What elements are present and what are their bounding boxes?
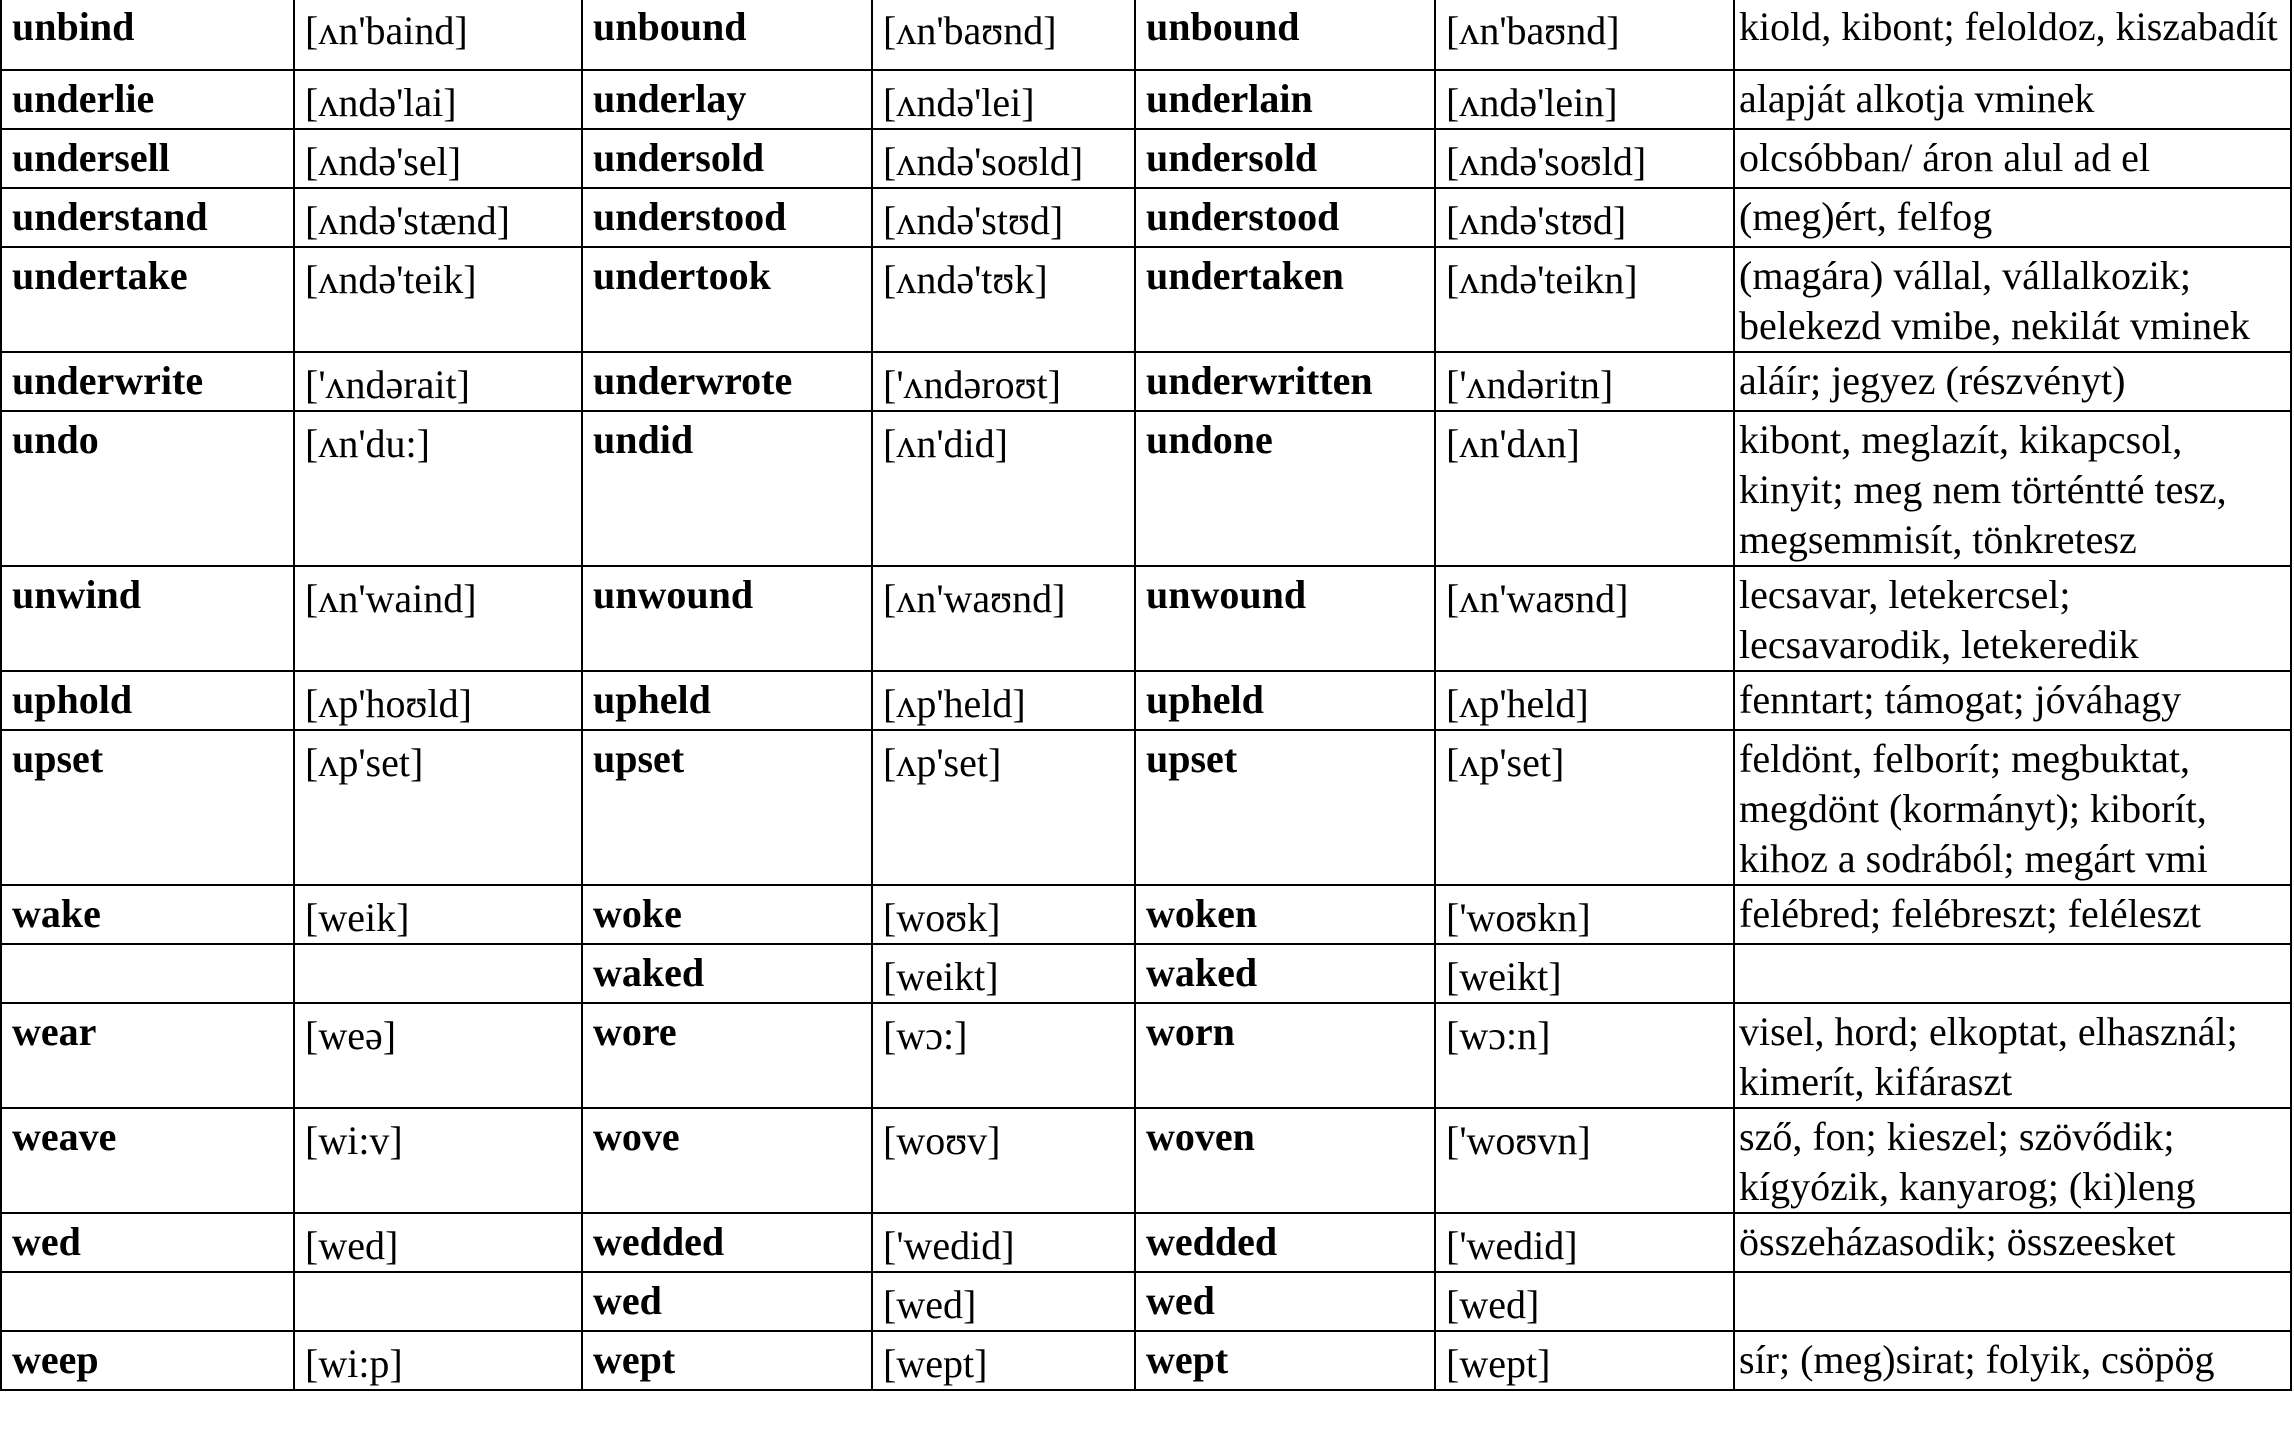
hungarian-meaning-text: (magára) vállal, vállalkozik; belekezd vmibe, nekilát vminek bbox=[1739, 253, 2250, 348]
past-participle-pronunciation-cell bbox=[1435, 1003, 1734, 1108]
hungarian-meaning-cell bbox=[1734, 730, 2291, 885]
past-simple-cell bbox=[582, 352, 872, 411]
base-form-cell bbox=[1, 1108, 294, 1213]
past-participle-text: upset bbox=[1146, 736, 1238, 781]
base-pronunciation-text: [weə] bbox=[305, 1013, 397, 1058]
past-simple-text: understood bbox=[593, 194, 787, 239]
base-pronunciation-cell bbox=[294, 411, 582, 566]
past-simple-pronunciation-text: [ʌp'held] bbox=[883, 681, 1026, 726]
past-simple-cell bbox=[582, 885, 872, 944]
past-simple-pronunciation-cell bbox=[872, 944, 1135, 1003]
past-participle-pronunciation-cell bbox=[1435, 247, 1734, 352]
past-participle-cell bbox=[1135, 566, 1435, 671]
past-participle-pronunciation-text: [ʌn'baʊnd] bbox=[1446, 8, 1620, 53]
base-form-text: understand bbox=[12, 194, 208, 239]
base-pronunciation-cell bbox=[294, 1331, 582, 1390]
past-simple-cell bbox=[582, 247, 872, 352]
base-pronunciation-cell bbox=[294, 671, 582, 730]
past-simple-text: upheld bbox=[593, 677, 711, 722]
base-form-text: uphold bbox=[12, 677, 133, 722]
base-form-text: unwind bbox=[12, 572, 141, 617]
base-form-text: wed bbox=[12, 1219, 81, 1264]
past-participle-cell bbox=[1135, 247, 1435, 352]
past-participle-cell bbox=[1135, 129, 1435, 188]
past-simple-cell bbox=[582, 1003, 872, 1108]
base-pronunciation-cell bbox=[294, 1003, 582, 1108]
base-pronunciation-cell bbox=[294, 188, 582, 247]
past-simple-text: undersold bbox=[593, 135, 765, 180]
base-form-cell bbox=[1, 944, 294, 1003]
past-participle-pronunciation-cell bbox=[1435, 1213, 1734, 1272]
past-participle-text: undone bbox=[1146, 417, 1273, 462]
hungarian-meaning-cell bbox=[1734, 411, 2291, 566]
hungarian-meaning-text: sző, fon; kieszel; szövődik; kígyózik, kanyarog; (ki)leng bbox=[1739, 1114, 2196, 1209]
hungarian-meaning-text: olcsóbban/ áron alul ad el bbox=[1739, 135, 2150, 180]
past-participle-cell bbox=[1135, 1213, 1435, 1272]
past-participle-text: unbound bbox=[1146, 4, 1300, 49]
base-form-cell bbox=[1, 247, 294, 352]
past-simple-cell bbox=[582, 129, 872, 188]
past-simple-pronunciation-text: [woʊk] bbox=[883, 895, 1001, 940]
past-participle-cell bbox=[1135, 1272, 1435, 1331]
base-pronunciation-text: [wed] bbox=[305, 1223, 399, 1268]
hungarian-meaning-text: aláír; jegyez (részvényt) bbox=[1739, 358, 2126, 403]
past-simple-pronunciation-cell bbox=[872, 671, 1135, 730]
past-simple-text: woke bbox=[593, 891, 682, 936]
past-participle-text: undertaken bbox=[1146, 253, 1344, 298]
past-participle-pronunciation-text: ['woʊvn] bbox=[1446, 1118, 1591, 1163]
hungarian-meaning-cell bbox=[1734, 70, 2291, 129]
past-simple-pronunciation-text: [woʊv] bbox=[883, 1118, 1001, 1163]
hungarian-meaning-text: összeházasodik; összeesket bbox=[1739, 1219, 2176, 1264]
past-participle-text: worn bbox=[1146, 1009, 1235, 1054]
base-form-text: underwrite bbox=[12, 358, 204, 403]
past-simple-cell bbox=[582, 1108, 872, 1213]
table-row bbox=[1, 70, 2291, 129]
past-simple-pronunciation-text: [ʌn'baʊnd] bbox=[883, 8, 1057, 53]
past-simple-text: undertook bbox=[593, 253, 771, 298]
past-simple-text: underlay bbox=[593, 76, 747, 121]
base-pronunciation-text: [ʌn'du:] bbox=[305, 421, 430, 466]
past-simple-text: upset bbox=[593, 736, 685, 781]
hungarian-meaning-cell bbox=[1734, 1003, 2291, 1108]
past-participle-pronunciation-cell bbox=[1435, 730, 1734, 885]
past-participle-pronunciation-cell bbox=[1435, 1331, 1734, 1390]
past-participle-text: wept bbox=[1146, 1337, 1229, 1382]
base-form-cell bbox=[1, 1272, 294, 1331]
table-row bbox=[1, 1108, 2291, 1213]
past-participle-pronunciation-text: [ʌndə'stʊd] bbox=[1446, 198, 1627, 243]
base-pronunciation-text: [ʌn'baind] bbox=[305, 8, 468, 53]
past-simple-text: waked bbox=[593, 950, 705, 995]
hungarian-meaning-cell bbox=[1734, 671, 2291, 730]
table-row bbox=[1, 352, 2291, 411]
past-participle-cell bbox=[1135, 885, 1435, 944]
past-simple-cell bbox=[582, 188, 872, 247]
past-participle-pronunciation-cell bbox=[1435, 671, 1734, 730]
past-simple-pronunciation-text: [ʌn'did] bbox=[883, 421, 1008, 466]
past-simple-pronunciation-cell bbox=[872, 566, 1135, 671]
past-participle-text: waked bbox=[1146, 950, 1258, 995]
base-pronunciation-cell bbox=[294, 247, 582, 352]
past-participle-cell bbox=[1135, 1003, 1435, 1108]
table-row bbox=[1, 1003, 2291, 1108]
table-row bbox=[1, 1272, 2291, 1331]
hungarian-meaning-cell bbox=[1734, 247, 2291, 352]
past-participle-pronunciation-cell bbox=[1435, 885, 1734, 944]
base-pronunciation-cell bbox=[294, 944, 582, 1003]
past-simple-pronunciation-cell bbox=[872, 1108, 1135, 1213]
past-simple-text: unwound bbox=[593, 572, 754, 617]
base-pronunciation-text: [ʌp'set] bbox=[305, 740, 424, 785]
table-row bbox=[1, 730, 2291, 885]
past-simple-pronunciation-text: [ʌndə'tʊk] bbox=[883, 257, 1048, 302]
verb-table-body bbox=[1, 0, 2291, 1390]
past-participle-pronunciation-cell bbox=[1435, 129, 1734, 188]
past-participle-pronunciation-cell bbox=[1435, 188, 1734, 247]
past-participle-cell bbox=[1135, 1108, 1435, 1213]
base-form-text: upset bbox=[12, 736, 104, 781]
past-simple-pronunciation-text: ['wedid] bbox=[883, 1223, 1015, 1268]
past-participle-pronunciation-text: [wept] bbox=[1446, 1341, 1551, 1386]
past-simple-cell bbox=[582, 1213, 872, 1272]
past-simple-pronunciation-cell bbox=[872, 70, 1135, 129]
past-participle-pronunciation-text: [ʌn'waʊnd] bbox=[1446, 576, 1629, 621]
base-form-cell bbox=[1, 129, 294, 188]
base-pronunciation-cell bbox=[294, 885, 582, 944]
hungarian-meaning-text: (meg)ért, felfog bbox=[1739, 194, 1993, 239]
base-pronunciation-text: [ʌndə'stænd] bbox=[305, 198, 510, 243]
past-participle-text: woken bbox=[1146, 891, 1258, 936]
past-simple-cell bbox=[582, 730, 872, 885]
hungarian-meaning-text: kibont, meglazít, kikapcsol, kinyit; meg nem történtté tesz, megsemmisít, tönkretesz bbox=[1739, 417, 2227, 562]
past-participle-pronunciation-cell bbox=[1435, 411, 1734, 566]
base-pronunciation-cell bbox=[294, 1213, 582, 1272]
base-form-cell bbox=[1, 188, 294, 247]
hungarian-meaning-cell bbox=[1734, 566, 2291, 671]
base-form-text: underlie bbox=[12, 76, 155, 121]
past-simple-pronunciation-text: [ʌn'waʊnd] bbox=[883, 576, 1066, 621]
past-simple-pronunciation-text: ['ʌndəroʊt] bbox=[883, 362, 1061, 407]
past-simple-pronunciation-cell bbox=[872, 411, 1135, 566]
past-simple-pronunciation-text: [ʌndə'soʊld] bbox=[883, 139, 1084, 184]
table-row bbox=[1, 129, 2291, 188]
hungarian-meaning-text: visel, hord; elkoptat, elhasznál; kimerít, kifáraszt bbox=[1739, 1009, 2238, 1104]
hungarian-meaning-text: lecsavar, letekercsel; lecsavarodik, letekeredik bbox=[1739, 572, 2139, 667]
base-pronunciation-cell bbox=[294, 129, 582, 188]
table-row bbox=[1, 247, 2291, 352]
past-participle-cell bbox=[1135, 70, 1435, 129]
past-simple-pronunciation-cell bbox=[872, 0, 1135, 70]
base-form-text: unbind bbox=[12, 4, 135, 49]
base-form-cell bbox=[1, 1003, 294, 1108]
past-participle-cell bbox=[1135, 188, 1435, 247]
base-pronunciation-cell bbox=[294, 0, 582, 70]
base-pronunciation-cell bbox=[294, 1272, 582, 1331]
past-simple-pronunciation-cell bbox=[872, 1331, 1135, 1390]
past-simple-pronunciation-cell bbox=[872, 885, 1135, 944]
past-simple-pronunciation-text: [wept] bbox=[883, 1341, 988, 1386]
base-form-text: weep bbox=[12, 1337, 99, 1382]
past-participle-pronunciation-cell bbox=[1435, 70, 1734, 129]
base-form-cell bbox=[1, 566, 294, 671]
hungarian-meaning-cell bbox=[1734, 944, 2291, 1003]
past-participle-pronunciation-cell bbox=[1435, 566, 1734, 671]
base-pronunciation-cell bbox=[294, 1108, 582, 1213]
base-pronunciation-cell bbox=[294, 70, 582, 129]
base-pronunciation-text: [ʌndə'lai] bbox=[305, 80, 457, 125]
base-form-text: undertake bbox=[12, 253, 188, 298]
past-simple-pronunciation-cell bbox=[872, 129, 1135, 188]
table-row bbox=[1, 411, 2291, 566]
hungarian-meaning-cell bbox=[1734, 885, 2291, 944]
base-pronunciation-cell bbox=[294, 352, 582, 411]
hungarian-meaning-cell bbox=[1734, 352, 2291, 411]
table-row bbox=[1, 885, 2291, 944]
base-form-cell bbox=[1, 0, 294, 70]
table-row bbox=[1, 566, 2291, 671]
hungarian-meaning-cell bbox=[1734, 1213, 2291, 1272]
base-pronunciation-text: [ʌp'hoʊld] bbox=[305, 681, 472, 726]
past-participle-text: undersold bbox=[1146, 135, 1318, 180]
hungarian-meaning-text: felébred; felébreszt; feléleszt bbox=[1739, 891, 2201, 936]
hungarian-meaning-cell bbox=[1734, 188, 2291, 247]
past-participle-text: unwound bbox=[1146, 572, 1307, 617]
base-form-text: wake bbox=[12, 891, 101, 936]
past-participle-pronunciation-text: [weikt] bbox=[1446, 954, 1562, 999]
base-pronunciation-text: [ʌn'waind] bbox=[305, 576, 477, 621]
past-participle-cell bbox=[1135, 0, 1435, 70]
past-simple-pronunciation-cell bbox=[872, 1003, 1135, 1108]
past-participle-pronunciation-text: ['woʊkn] bbox=[1446, 895, 1591, 940]
past-participle-text: woven bbox=[1146, 1114, 1255, 1159]
hungarian-meaning-cell bbox=[1734, 0, 2291, 70]
base-pronunciation-cell bbox=[294, 730, 582, 885]
base-form-cell bbox=[1, 1213, 294, 1272]
hungarian-meaning-text: kiold, kibont; feloldoz, kiszabadít bbox=[1739, 4, 2278, 49]
past-simple-cell bbox=[582, 0, 872, 70]
past-participle-pronunciation-cell bbox=[1435, 1108, 1734, 1213]
base-form-cell bbox=[1, 730, 294, 885]
hungarian-meaning-cell bbox=[1734, 1272, 2291, 1331]
table-row bbox=[1, 944, 2291, 1003]
hungarian-meaning-cell bbox=[1734, 1331, 2291, 1390]
base-form-cell bbox=[1, 352, 294, 411]
hungarian-meaning-cell bbox=[1734, 129, 2291, 188]
hungarian-meaning-text: feldönt, felborít; megbuktat, megdönt (kormányt); kiborít, kihoz a sodrából; megárt vmi bbox=[1739, 736, 2208, 881]
past-participle-pronunciation-cell bbox=[1435, 944, 1734, 1003]
past-participle-text: underwritten bbox=[1146, 358, 1373, 403]
past-simple-pronunciation-text: [weikt] bbox=[883, 954, 999, 999]
past-participle-pronunciation-text: [wɔ:n] bbox=[1446, 1013, 1551, 1058]
past-participle-pronunciation-text: [ʌp'held] bbox=[1446, 681, 1589, 726]
base-form-text: undersell bbox=[12, 135, 170, 180]
base-form-text: weave bbox=[12, 1114, 117, 1159]
past-simple-pronunciation-text: [wed] bbox=[883, 1282, 977, 1327]
past-simple-text: underwrote bbox=[593, 358, 793, 403]
base-form-cell bbox=[1, 1331, 294, 1390]
past-participle-pronunciation-text: [ʌn'dʌn] bbox=[1446, 421, 1580, 466]
past-participle-cell bbox=[1135, 411, 1435, 566]
past-participle-text: upheld bbox=[1146, 677, 1264, 722]
table-row bbox=[1, 671, 2291, 730]
past-simple-text: wove bbox=[593, 1114, 680, 1159]
base-form-cell bbox=[1, 671, 294, 730]
past-participle-text: wed bbox=[1146, 1278, 1215, 1323]
base-form-text: wear bbox=[12, 1009, 97, 1054]
past-participle-pronunciation-cell bbox=[1435, 0, 1734, 70]
past-simple-pronunciation-text: [ʌndə'stʊd] bbox=[883, 198, 1064, 243]
base-pronunciation-text: [ʌndə'sel] bbox=[305, 139, 462, 184]
base-pronunciation-text: [ʌndə'teik] bbox=[305, 257, 477, 302]
base-form-cell bbox=[1, 411, 294, 566]
base-pronunciation-cell bbox=[294, 566, 582, 671]
hungarian-meaning-text: alapját alkotja vminek bbox=[1739, 76, 2095, 121]
past-simple-text: wept bbox=[593, 1337, 676, 1382]
past-simple-pronunciation-text: [ʌp'set] bbox=[883, 740, 1002, 785]
past-participle-text: understood bbox=[1146, 194, 1340, 239]
past-simple-cell bbox=[582, 566, 872, 671]
past-simple-text: wed bbox=[593, 1278, 662, 1323]
past-participle-pronunciation-text: [ʌndə'soʊld] bbox=[1446, 139, 1647, 184]
past-participle-text: wedded bbox=[1146, 1219, 1278, 1264]
table-row bbox=[1, 1213, 2291, 1272]
past-participle-cell bbox=[1135, 352, 1435, 411]
past-simple-text: unbound bbox=[593, 4, 747, 49]
past-simple-cell bbox=[582, 1331, 872, 1390]
past-simple-text: undid bbox=[593, 417, 694, 462]
past-participle-cell bbox=[1135, 1331, 1435, 1390]
past-simple-text: wore bbox=[593, 1009, 677, 1054]
past-participle-pronunciation-text: ['ʌndəritn] bbox=[1446, 362, 1614, 407]
past-simple-cell bbox=[582, 70, 872, 129]
past-simple-cell bbox=[582, 944, 872, 1003]
base-pronunciation-text: [wi:v] bbox=[305, 1118, 403, 1163]
base-form-cell bbox=[1, 885, 294, 944]
past-simple-pronunciation-cell bbox=[872, 1213, 1135, 1272]
past-participle-pronunciation-text: [ʌp'set] bbox=[1446, 740, 1565, 785]
past-simple-pronunciation-cell bbox=[872, 1272, 1135, 1331]
past-simple-cell bbox=[582, 1272, 872, 1331]
past-participle-pronunciation-text: [wed] bbox=[1446, 1282, 1540, 1327]
base-pronunciation-text: [wi:p] bbox=[305, 1341, 403, 1386]
past-participle-cell bbox=[1135, 730, 1435, 885]
past-participle-pronunciation-text: ['wedid] bbox=[1446, 1223, 1578, 1268]
base-pronunciation-text: [weik] bbox=[305, 895, 410, 940]
base-pronunciation-text: ['ʌndərait] bbox=[305, 362, 470, 407]
past-participle-pronunciation-cell bbox=[1435, 1272, 1734, 1331]
past-simple-pronunciation-text: [ʌndə'lei] bbox=[883, 80, 1035, 125]
past-simple-pronunciation-text: [wɔ:] bbox=[883, 1013, 968, 1058]
past-simple-cell bbox=[582, 411, 872, 566]
past-participle-pronunciation-text: [ʌndə'lein] bbox=[1446, 80, 1618, 125]
base-form-text: undo bbox=[12, 417, 99, 462]
past-participle-pronunciation-cell bbox=[1435, 352, 1734, 411]
past-participle-cell bbox=[1135, 944, 1435, 1003]
table-row bbox=[1, 1331, 2291, 1390]
past-participle-text: underlain bbox=[1146, 76, 1313, 121]
past-simple-text: wedded bbox=[593, 1219, 725, 1264]
past-participle-pronunciation-text: [ʌndə'teikn] bbox=[1446, 257, 1638, 302]
past-simple-pronunciation-cell bbox=[872, 352, 1135, 411]
past-simple-cell bbox=[582, 671, 872, 730]
past-participle-cell bbox=[1135, 671, 1435, 730]
past-simple-pronunciation-cell bbox=[872, 188, 1135, 247]
hungarian-meaning-text: fenntart; támogat; jóváhagy bbox=[1739, 677, 2182, 722]
past-simple-pronunciation-cell bbox=[872, 730, 1135, 885]
hungarian-meaning-cell bbox=[1734, 1108, 2291, 1213]
past-simple-pronunciation-cell bbox=[872, 247, 1135, 352]
table-row bbox=[1, 0, 2291, 70]
hungarian-meaning-text: sír; (meg)sirat; folyik, csöpög bbox=[1739, 1337, 2215, 1382]
base-form-cell bbox=[1, 70, 294, 129]
table-row bbox=[1, 188, 2291, 247]
